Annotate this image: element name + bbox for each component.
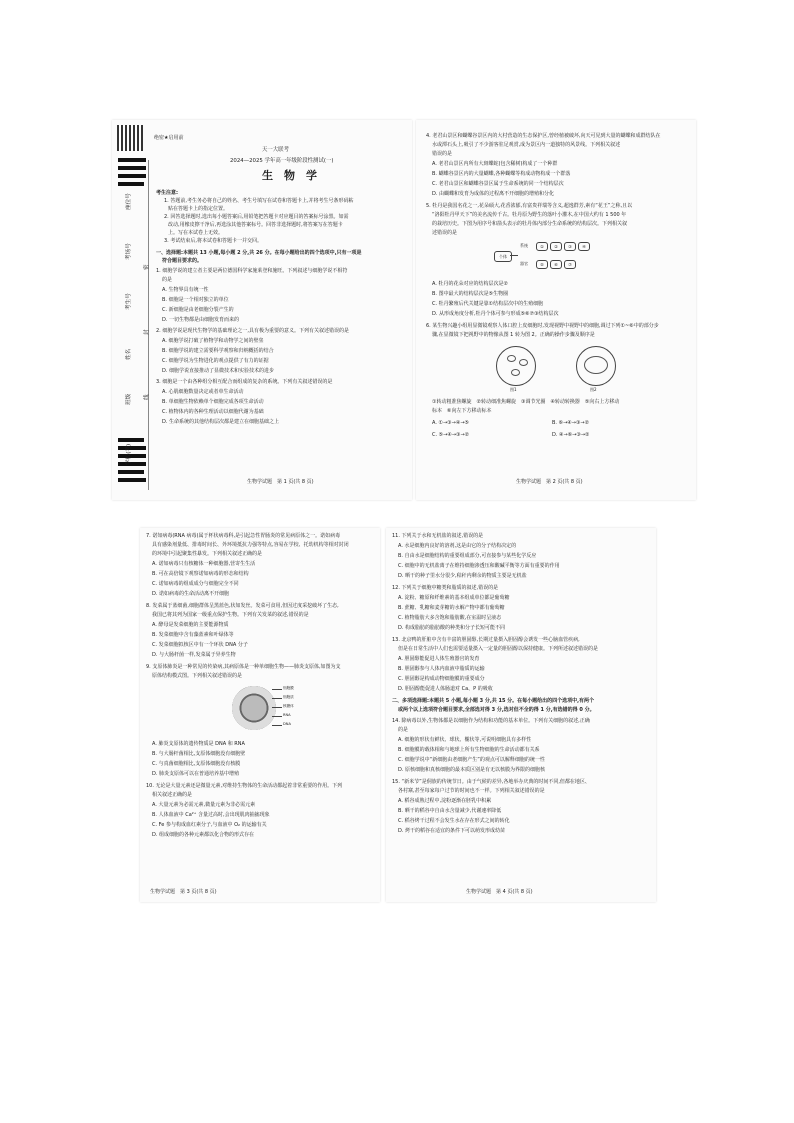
confidential-note: 绝密★启用前	[154, 135, 184, 141]
q2-option-d: D. 细胞学说直接推动了显微技术和实验技术的进步	[162, 368, 275, 374]
diagram-node: ⑦	[564, 260, 576, 269]
exam-page-4	[386, 528, 656, 902]
diagram-root: 个体	[494, 251, 512, 262]
section-2-header: 二、多项选择题:本题共 5 小题,每小题 3 分,共 15 分。在每小题给出的四个选项中,有两个	[392, 698, 595, 704]
notice-line: 3. 考试结束后,将本试卷和答题卡一并交回。	[164, 238, 262, 244]
q7-stem-cont: 的环境中引起聚集性暴发。下列相关叙述正确的是	[152, 551, 263, 557]
q12-option-c: C. 植物脂肪大多含饱和脂肪酸,在室温时呈液态	[398, 615, 502, 621]
q10-option-d: D. 组成细胞的各种元素都以化合物的形式存在	[152, 832, 255, 838]
hierarchy-diagram	[494, 238, 654, 278]
side-stripes-bottom	[118, 438, 148, 498]
exam-page-1	[112, 120, 412, 500]
binding-line	[148, 160, 149, 490]
q7-option-d: D. 诺如病毒的生命活动离不开细胞	[152, 591, 230, 597]
q3-option-c: C. 植物体内的各种生理活动以细胞代谢为基础	[162, 409, 264, 415]
side-stripes	[118, 158, 148, 358]
q4-option-b: B. 蝴蝶谷景区内的大量蝴蝶,各种蝴蝶等构成动物构成一个群落	[432, 171, 571, 177]
q11-option-d: D. 晒干的种子里水分很少,秸秆内剩余的物质主要是无机盐	[398, 573, 527, 579]
seal-mark-1: 密	[144, 264, 150, 270]
q3-option-d: D. 生命系统的其他结构层次都是建立在细胞基础之上	[162, 419, 280, 425]
q14-stem-cont: 的是	[398, 727, 409, 733]
side-label-id: 考生号	[126, 293, 132, 310]
q8-stem-cont: 我国已将其列为国家一级重点保护生物。下列有关发菜的叙述,错误的是	[152, 612, 309, 618]
q4-option-a: A. 老君山景区内所有大斑蝶蛇(包含稀树)构成了一个种群	[432, 161, 558, 167]
q6-stem: 6. 某生物兴趣小组用显微镜观察人体口腔上皮细胞时,发现视野中视野中的细胞,调过下列①~⑥中的部分步	[426, 323, 659, 329]
q10-stem: 10. 无论是大量元素还是微量元素,对维持生物体的生命活动都起着非常重要的作用。下列	[146, 783, 343, 789]
side-label-room: 考场号	[126, 243, 132, 260]
q12-stem: 12. 下列关于细胞中糖类和脂质的叙述,错误的是	[392, 585, 499, 591]
q15-option-b: B. 晒干的稻谷中自由水含量减少,代谢速率降低	[398, 808, 502, 814]
q13-option-a: A. 胆固醇能促进人体生殖器官的发育	[398, 656, 480, 662]
page-footer: 生物学试题 第 1 页(共 8 页)	[247, 479, 314, 485]
q11-stem: 11. 下列关于水和无机盐的叙述,错误的是	[392, 533, 484, 539]
q3-option-b: B. 单细胞生物依赖单个细胞完成各项生命活动	[162, 399, 264, 405]
microscope-view-1	[496, 346, 536, 386]
q6-stem-cont: 骤,在显微镜下把视野中的物像从图 1 转为图 2。正确的操作步骤及顺序是	[432, 332, 595, 338]
q14-option-c: C. 细胞学说中“新细胞由老细胞产生”的观点可以解释细胞的统一性	[398, 757, 545, 763]
diagram-label: 细胞质	[283, 695, 294, 699]
qr-code	[117, 125, 143, 151]
q9-option-a: A. 肺炎支原体的遗传物质是 DNA 和 RNA	[152, 741, 245, 747]
q8-option-d: D. 与大肠杆菌一样,发菜属于异养生物	[152, 652, 236, 658]
q9-stem-cont: 原体结构模式图。下列相关叙述错误的是	[152, 673, 243, 679]
diagram-label: RNA	[283, 713, 291, 717]
section-2-header-cont: 或两个以上选项符合题目要求,全部选对得 3 分,选对但不全的得 1 分,有选错的得 0 分。	[398, 707, 595, 713]
q11-option-a: A. 水是细胞内良好的溶剂,这是由它的分子结构决定的	[398, 543, 517, 549]
q9-option-b: B. 与大肠杆菌相比,支原体细胞没有细胞壁	[152, 751, 246, 757]
page-footer: 生物学试题 第 2 页(共 8 页)	[516, 479, 583, 485]
q14-stem: 14. 除病毒以外,生物体都是以细胞作为结构和功能的基本单位。下列有关细胞的叙述,正确	[392, 718, 590, 724]
q13-stem-cont: 但是在日常生活中人们也需要适量摄入一定量的胆固醇以保持健康。下列所述叙述错误的是	[398, 646, 599, 652]
notice-line: 贴在答题卡上的指定位置。	[168, 206, 229, 212]
diagram-node: ⑥	[550, 260, 562, 269]
q2-option-c: C. 细胞学说为生物进化的观点提供了有力的证据	[162, 358, 269, 364]
mycoplasma-diagram	[232, 684, 292, 736]
seal-mark-3: 线	[144, 394, 150, 400]
exam-org: 天一大联考	[262, 147, 289, 153]
q10-option-c: C. Fe 参与构成血红素分子,与血液中 O₂ 的运输有关	[152, 822, 267, 828]
diagram-node: ③	[564, 242, 576, 251]
q9-stem: 9. 支原体肺炎是一种常见的传染病,其病原体是一种单细胞生物——肺炎支原体,如图为支	[146, 664, 341, 670]
q11-option-c: C. 细胞中的无机盐离子在维持细胞渗透压和酸碱平衡等方面有重要的作用	[398, 563, 560, 569]
page-footer: 生物学试题 第 4 页(共 8 页)	[466, 889, 533, 895]
q3-stem: 3. 细胞是一个由各种组分相互配合而组成的复杂的系统。下列有关叙述错误的是	[156, 379, 333, 385]
q12-option-b: B. 蔗糖、乳糖和麦芽糖的水解产物中都有葡萄糖	[398, 605, 505, 611]
q4-stem-cont: 错误的是	[432, 151, 453, 157]
seal-mark-2: 封	[144, 329, 150, 335]
q5-stem-cont: 述错误的是	[432, 230, 458, 236]
q15-option-d: D. 烤干的稻谷在适宜的条件下可以萌发形成幼苗	[398, 828, 506, 834]
q1-option-c: C. 新细胞是由老细胞分裂产生的	[162, 307, 234, 313]
q6-steps: ①转动粗准焦螺旋 ②转动细准焦螺旋 ③调节光圈 ④转动转换器 ⑤向右上方移动	[432, 399, 620, 405]
q1-stem: 1. 细胞学说的建立者主要是两位德国科学家施莱登和施旺。下列叙述与细胞学说不相符	[156, 268, 348, 274]
side-label-class: 班级	[126, 393, 132, 405]
q7-option-b: B. 可在高倍镜下观察诺如病毒的形态和结构	[152, 571, 249, 577]
q14-option-b: B. 细胞膜的载体相和与地球上所有生物细胞的生命活动都有关系	[398, 747, 540, 753]
side-label-school: 学校(考)	[126, 443, 132, 465]
q5-stem: 5. 牡丹是我国名花之一,花朵硕大,花香浓郁,有富贵祥瑞等含义,超逸群芳,素有“花王”之称,且以	[426, 203, 633, 209]
q2-option-a: A. 细胞学说打破了植物学和动物学之间的壁垒	[162, 338, 264, 344]
q8-option-c: C. 发菜细胞拟核区中有一个环状 DNA 分子	[152, 642, 248, 648]
q15-stem-cont: 各村寨,甚至每家每户过节的时间也不一样。下列相关叙述错误的是	[398, 788, 545, 794]
notice-line: 改动,用橡皮擦干净后,再选涂其他答案标号。回答非选择题时,将答案写在答题卡	[168, 222, 343, 228]
q9-option-d: D. 肺炎支原体可以在普通培养基中增殖	[152, 771, 240, 777]
q15-stem: 15. “新米节”是侗族的传统节日。由于气候的差异,各地举办庆典的时间不同,但都在地区、	[392, 779, 590, 785]
q1-option-b: B. 细胞是一个相对独立的单位	[162, 297, 229, 303]
q5-option-b: B. 图中最大的结构层次是⑤生物圈	[432, 291, 509, 297]
q2-option-b: B. 细胞学说的建立需要科学观察和归纳概括的结合	[162, 348, 274, 354]
q1-option-d: D. 一切生物都是由细胞发育而来的	[162, 317, 240, 323]
exam-page-3	[140, 528, 380, 902]
q10-option-a: A. 大量元素为必需元素,微量元素为非必需元素	[152, 802, 256, 808]
q6-option-c: C. ⑤→④→③→②	[432, 432, 470, 438]
q1-option-a: A. 生物界具有统一性	[162, 287, 209, 293]
q6-steps-cont: 标本 ⑥向左下方移动标本	[432, 408, 492, 414]
figure-1-label: 图1	[510, 387, 517, 392]
notice-title: 考生注意:	[156, 190, 178, 196]
q5-option-a: A. 牡丹的花朵对应的结构层次是②	[432, 281, 508, 287]
section-1-header-cont: 符合题目要求的。	[162, 258, 203, 264]
q10-stem-cont: 相关叙述正确的是	[152, 792, 193, 798]
q12-option-a: A. 淀粉、糖原和纤维素的基本组成单位都是葡萄糖	[398, 595, 510, 601]
figure-2-label: 图2	[590, 387, 597, 392]
q1-stem-cont: 的是	[162, 277, 173, 283]
diagram-node: ①	[536, 242, 548, 251]
q13-option-b: B. 胆固醇参与人体内血液中脂质的运输	[398, 666, 485, 672]
diagram-label: 细胞膜	[283, 686, 294, 690]
q6-option-a: A. ①→③→④→⑤	[432, 420, 470, 426]
section-1-header: 一、选择题:本题共 13 小题,每小题 2 分,共 26 分。在每小题给出的四个选项中,只有一项是	[156, 250, 362, 256]
notice-line: 上。写在本试卷上无效。	[168, 230, 224, 236]
page-footer: 生物学试题 第 3 页(共 8 页)	[150, 889, 217, 895]
diagram-node: ⑤	[536, 260, 548, 269]
q14-option-d: D. 原核细胞和真核细胞的最本质区别是有无以核膜为界限的细胞核	[398, 767, 546, 773]
q13-option-c: C. 胆固醇是构成动物细胞膜的重要成分	[398, 676, 485, 682]
diagram-node: ②	[550, 242, 562, 251]
q5-option-c: C. 牡丹繁殖后代关键是靠①结构层次中的生殖细胞	[432, 301, 544, 307]
q11-option-b: B. 自由水是细胞结构的重要组成部分,可直接参与某些化学反应	[398, 553, 537, 559]
q7-option-a: A. 诺如病毒只有核糖体一种细胞器,营寄生生活	[152, 561, 256, 567]
side-label-name: 姓名	[126, 348, 132, 360]
q5-stem-cont: 的栽培历史。下图为用序号和箭头表示的牡丹体内部分生命系统的结构层次。下列相关叙	[432, 221, 628, 227]
notice-line: 1. 答题前,考生务必将自己的姓名、考生号填写在试卷和答题卡上,并将考生号条形码粘	[164, 198, 354, 204]
exam-title: 2024—2025 学年高一年级阶段性测试(一)	[230, 158, 334, 164]
q4-stem: 4. 老君山景区和蝴蝶谷景区内的大村营造的生态保护区,曾经植被破坏,向天可见到大量的蝴蝶和成群结队在	[426, 133, 661, 139]
q7-option-c: C. 诺如病毒的组成成分与细胞完全不同	[152, 581, 239, 587]
diagram-node: ④	[578, 242, 590, 251]
q4-option-d: D. 由蝴蝶和发育为成体的过程离不开细胞的增殖和分化	[432, 191, 555, 197]
q8-option-b: B. 发菜细胞中含有藻蓝素和叶绿体等	[152, 632, 234, 638]
diagram-label: DNA	[283, 722, 291, 726]
q13-option-d: D. 胆固醇能促进人体肠道对 Ca、P 的吸收	[398, 686, 493, 692]
diagram-label-organ: 器官	[520, 261, 528, 266]
q4-stem-cont: 水或潭石头上,吸引了不少游客驻足观赏,成为景区内一道独特的风景线。下列相关叙述	[432, 142, 621, 148]
q4-option-c: C. 老君山景区和蝴蝶谷景区属于生命系统的同一个结构层次	[432, 181, 564, 187]
q10-option-b: B. 人体血液中 Ca²⁺ 含量过高时,会出现肌肉抽搐现象	[152, 812, 270, 818]
q14-option-a: A. 细胞的形状有鲜状、球状、椭状等,可说明细胞具有多样性	[398, 737, 532, 743]
q8-stem: 8. 发菜属于蓝细菌,细胞群体呈黑蓝色,状如发丝。发菜可食用,但因过度采挖破坏了生态,	[146, 603, 339, 609]
q8-option-a: A. 酵母是发菜细胞的主要能源物质	[152, 622, 229, 628]
q2-stem: 2. 细胞学说是现代生物学的基础理论之一,具有极为重要的意义。下列有关叙述错误的是	[156, 328, 349, 334]
q6-option-d: D. ④→⑥→③→②	[552, 432, 590, 438]
q7-stem-cont: 具有感染剂量低、排毒时间长、外环境抵抗力强等特点,容易在学校、托幼机构等相对封闭	[152, 542, 349, 548]
diagram-label: 核糖体	[283, 704, 294, 708]
side-label-seat: 座位号	[126, 193, 132, 210]
q5-stem-cont: “洛阳牡丹甲天下”的美名流传千古。牡丹原为野生的落叶小灌木,在中国大约有 1 500 年	[432, 212, 627, 218]
notice-line: 2. 回答选择题时,选出每小题答案后,用铅笔把答题卡对应题目的答案标号涂黑。如需	[164, 214, 349, 220]
exam-page-2	[416, 120, 696, 500]
q5-option-d: D. 从形成角度分析,牡丹个体可参与形成⑤⑥⑦③结构层次	[432, 311, 559, 317]
microscope-view-2	[576, 346, 616, 386]
q15-option-c: C. 稻谷烤干过程不会发生水在存在形式之间的转化	[398, 818, 510, 824]
q9-option-c: C. 与真菌细胞相比,支原体细胞没有核膜	[152, 761, 241, 767]
q12-option-d: D. 构成脂肪的脂肪酸的种类和分子长短可能不同	[398, 625, 506, 631]
q6-option-b: B. ⑥→④→③→②	[552, 420, 590, 426]
q7-stem: 7. 诺如病毒(RNA 病毒)属于杯状病毒科,是引起急性胃肠炎的常见病原体之一。诺如病毒	[146, 533, 341, 539]
q13-stem: 13. 北京鸭的肝脏中含有丰富的胆固醇,长期过量摄入胆固醇会诱发一些心脑血管疾病,	[392, 637, 580, 643]
q3-option-a: A. 心肌细胞数量决定或者单生命活动	[162, 389, 244, 395]
q15-option-a: A. 稻谷成熟过程中,淀粉逐渐在胚乳中积累	[398, 798, 492, 804]
subject-title: 生 物 学	[262, 169, 317, 182]
diagram-label-system: 系统	[520, 243, 528, 248]
